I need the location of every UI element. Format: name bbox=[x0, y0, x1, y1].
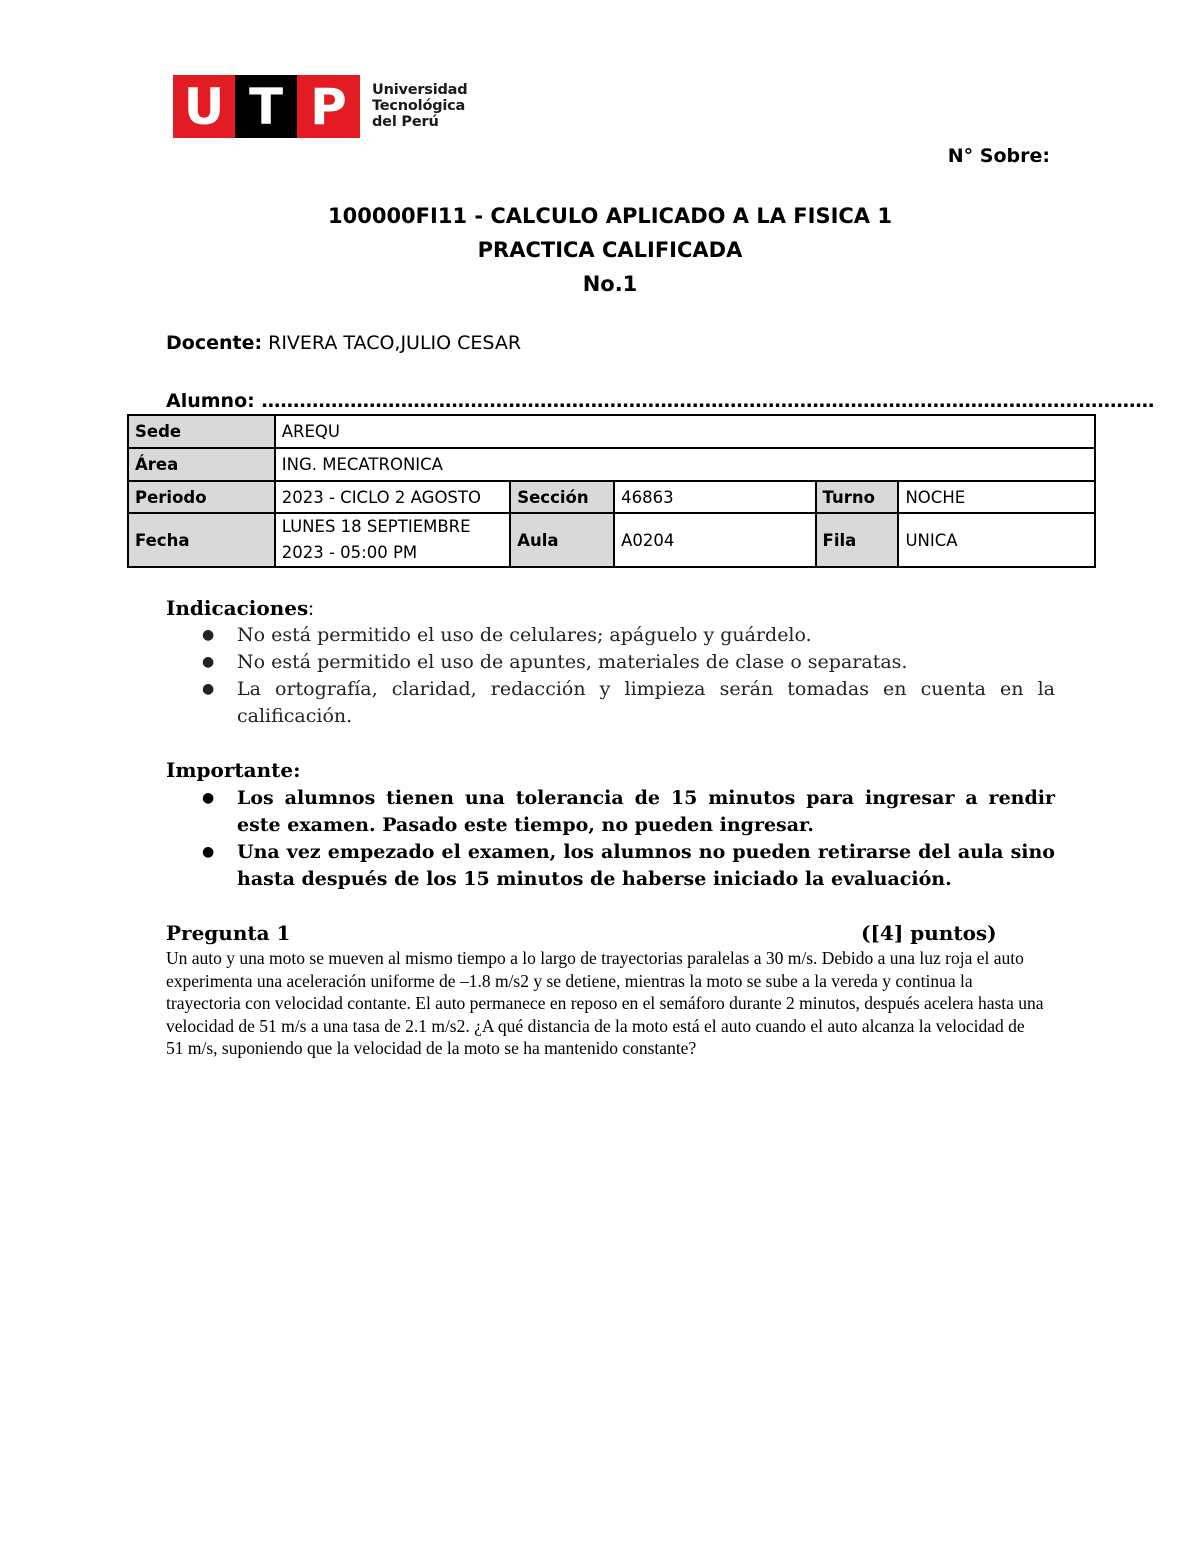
fila-value: UNICA bbox=[898, 513, 1095, 567]
list-item: ● La ortografía, claridad, redacción y limpieza serán tomadas en cuenta en la calificación. bbox=[237, 676, 1055, 730]
fecha-label: Fecha bbox=[128, 513, 275, 567]
aula-label: Aula bbox=[510, 513, 614, 567]
table-row bbox=[128, 513, 1095, 567]
table-row bbox=[128, 448, 1095, 481]
logo-letter-u: U bbox=[173, 75, 235, 138]
seccion-label: Sección bbox=[510, 481, 614, 513]
periodo-label: Periodo bbox=[128, 481, 275, 513]
indicaciones-list bbox=[237, 622, 1055, 730]
turno-label: Turno bbox=[816, 481, 899, 513]
turno-value: NOCHE bbox=[898, 481, 1095, 513]
logo-name-line: Universidad bbox=[372, 82, 468, 98]
exam-number-title: No.1 bbox=[582, 272, 638, 296]
aula-value: A0204 bbox=[614, 513, 815, 567]
logo-letter-p: P bbox=[297, 75, 360, 138]
list-item: ● No está permitido el uso de apuntes, materiales de clase o separatas. bbox=[237, 649, 1055, 676]
alumno-dotted-field: …………………………………………………………………………………………………………………………… bbox=[254, 390, 1155, 412]
list-item: ● No está permitido el uso de celulares; apáguelo y guárdelo. bbox=[237, 622, 1055, 649]
fila-label: Fila bbox=[816, 513, 899, 567]
logo-name-line: del Perú bbox=[372, 114, 439, 130]
indicaciones-title: Indicaciones bbox=[166, 596, 309, 620]
logo-name-line: Tecnológica bbox=[372, 98, 466, 114]
indicaciones-heading bbox=[166, 596, 314, 621]
alumno-label: Alumno: bbox=[166, 390, 255, 412]
list-item: ● Los alumnos tienen una tolerancia de 15 minutos para ingresar a rendir este examen. Pasado este tiempo, no pueden ingresar. bbox=[237, 785, 1055, 839]
utp-logo bbox=[173, 75, 468, 139]
alumno-line bbox=[166, 390, 1154, 412]
docente-label: Docente: bbox=[166, 332, 263, 354]
pregunta-1-points: ([4] puntos) bbox=[861, 921, 997, 945]
logo-university-name bbox=[372, 82, 467, 130]
area-value: ING. MECATRONICA bbox=[275, 448, 1095, 481]
table-row bbox=[128, 415, 1095, 448]
pregunta-1-title: Pregunta 1 bbox=[166, 921, 291, 945]
indicaciones-colon: : bbox=[308, 598, 314, 620]
area-label: Área bbox=[128, 448, 275, 481]
fecha-line-1: LUNES 18 SEPTIEMBRE bbox=[281, 517, 471, 536]
fecha-line-2: 2023 - 05:00 PM bbox=[281, 543, 418, 562]
sobre-number-label: N° Sobre: bbox=[947, 145, 1050, 167]
exam-type-title: PRACTICA CALIFICADA bbox=[477, 238, 743, 262]
exam-info-table bbox=[127, 414, 1096, 568]
importante-list bbox=[237, 785, 1055, 893]
importante-title: Importante: bbox=[166, 758, 301, 782]
course-title: 100000FI11 - CALCULO APLICADO A LA FISICA 1 bbox=[328, 204, 892, 228]
table-row bbox=[128, 481, 1095, 513]
pregunta-1-text: Un auto y una moto se mueven al mismo tiempo a lo largo de trayectorias paralelas a 30 m/s. Debido a una luz roja el auto experimenta una aceleración uniforme de –1.8 m/s2 y se detiene, mientras la moto se sube a la vereda y continua la trayectoria con velocidad contante. El auto permanece en reposo en el semáforo durante 2 minutos, después acelera hasta una velocidad de 51 m/s a una tasa de 2.1 m/s2. ¿A qué distancia de la moto está el auto cuando el auto alcanza la velocidad de 51 m/s, suponiendo que la velocidad de la moto se ha mantenido constante? bbox=[166, 948, 1044, 1058]
periodo-value: 2023 - CICLO 2 AGOSTO bbox=[275, 481, 510, 513]
sede-value: AREQU bbox=[275, 415, 1095, 448]
sede-label: Sede bbox=[128, 415, 275, 448]
docente-value: RIVERA TACO,JULIO CESAR bbox=[262, 332, 522, 354]
docente-line bbox=[166, 332, 521, 354]
logo-letter-t: T bbox=[235, 75, 297, 138]
list-item: ● Una vez empezado el examen, los alumnos no pueden retirarse del aula sino hasta después de los 15 minutos de haberse iniciado la evaluación. bbox=[237, 839, 1055, 893]
seccion-value: 46863 bbox=[614, 481, 815, 513]
fecha-value bbox=[275, 513, 510, 567]
